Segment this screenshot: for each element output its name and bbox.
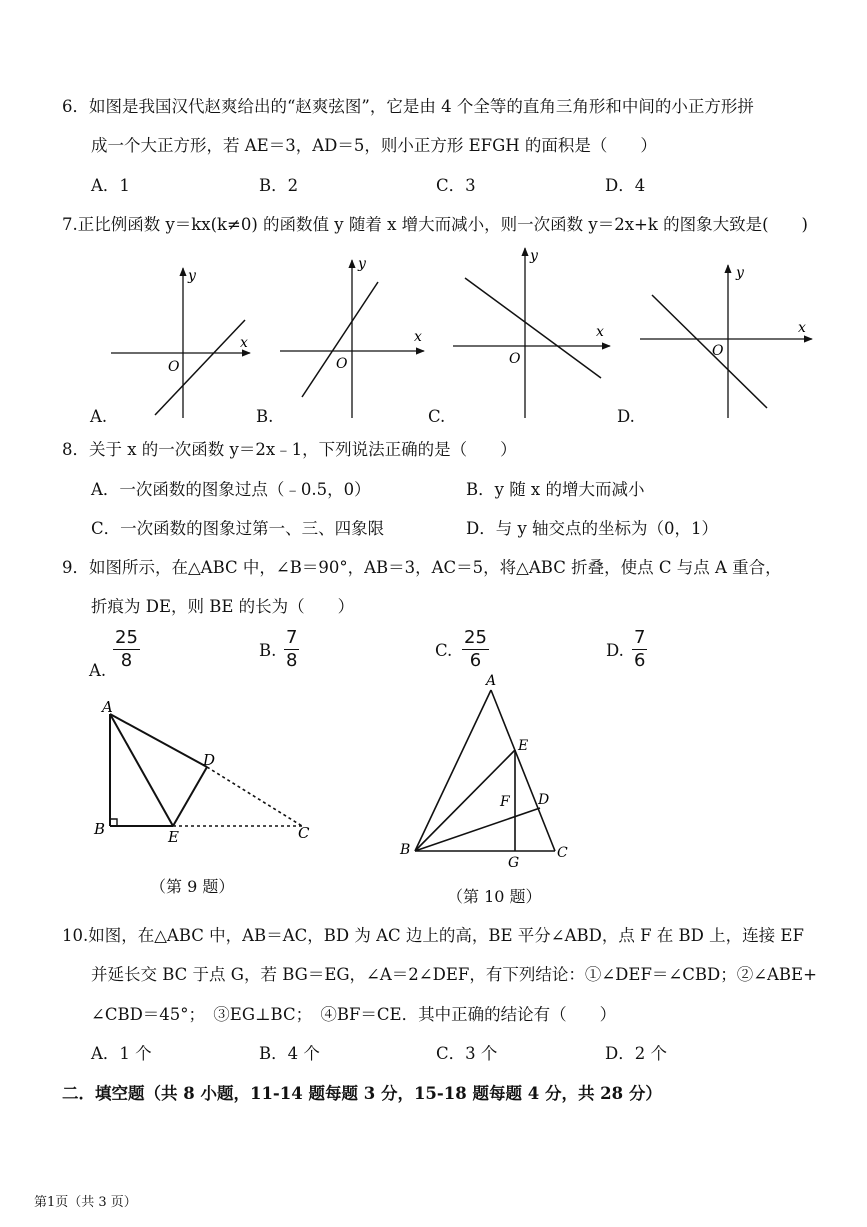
q9-option-b-numerator: 7 [286,627,298,648]
page-footer: 第1页（共 3 页） [34,1195,137,1210]
q9-label-c: C [298,824,310,842]
q10-label-g: G [508,855,520,868]
q9-option-a-label: A. [89,661,107,680]
q9-line1: 9．如图所示，在△ABC 中，∠B＝90°，AB＝3，AC＝5，将△ABC 折叠，使点 C 与点 A 重合， [62,558,782,577]
q9-option-d-numerator: 7 [634,627,646,648]
q10-label-e: E [518,738,529,754]
q9-label-a: A [102,698,113,716]
q7a-axis-y: y [188,268,196,284]
q9-option-a-denominator: 8 [120,650,133,671]
q9-option-c-numerator: 25 [464,627,487,648]
q10-option-d: D．2 个 [605,1044,667,1063]
q7-line1: 7.正比例函数 y＝kx(k≠0) 的函数值 y 随着 x 增大而减小，则一次函数 y＝2x+k 的图象大致是( ) [62,215,808,234]
q9-option-d-label: D. [606,641,624,660]
q6-option-c: C．3 [436,176,476,195]
q8-option-b: B．y 随 x 的增大而减小 [466,480,645,499]
q7c-origin: O [509,351,521,367]
q7d-axis-y: y [736,265,744,281]
q8-line1: 8．关于 x 的一次函数 y＝2x﹣1，下列说法正确的是（ ） [62,440,517,459]
q10-line2: 并延长交 BC 于点 G，若 BG＝EG，∠A＝2∠DEF，有下列结论：①∠DEF＝∠CBD；②∠ABE+ [91,965,817,984]
q7d-axis-x: x [798,320,806,336]
q7-graph-b [280,256,424,418]
q10-label-d: D [538,792,550,808]
q9-figure [90,692,330,852]
section2-heading: 二．填空题（共 8 小题，11-14 题每题 3 分，15-18 题每题 4 分，共 28 分） [62,1084,662,1103]
q7-option-b-label: B. [256,407,274,426]
q7-graphs [0,240,867,430]
q9-option-b-denominator: 8 [286,650,298,671]
q6-line2: 成一个大正方形，若 AE＝3，AD＝5，则小正方形 EFGH 的面积是（ ） [91,136,657,155]
q9-caption: （第 9 题） [150,877,235,896]
q10-caption: （第 10 题） [447,887,542,906]
q10-label-c: C [557,845,568,861]
q6-option-a: A．1 [91,176,130,195]
q7c-axis-x: x [596,324,604,340]
q6-line1: 6．如图是我国汉代赵爽给出的“赵爽弦图”，它是由 4 个全等的直角三角形和中间的小正方形拼 [62,97,754,116]
q10-figure [395,668,595,868]
q9-option-a-numerator: 25 [115,627,138,648]
q9-label-b: B [94,820,106,838]
q10-option-a: A．1 个 [91,1044,152,1063]
q10-line1: 10.如图，在△ABC 中，AB＝AC，BD 为 AC 边上的高，BE 平分∠ABD，点 F 在 BD 上，连接 EF [62,926,804,945]
q7d-origin: O [712,343,724,359]
q7-graph-d [640,265,812,418]
q6-option-b: B．2 [259,176,299,195]
q9-option-c-label: C. [435,641,453,660]
q9-option-c-fraction [462,628,489,671]
q7-option-c-label: C. [428,407,446,426]
q7-graph-a [111,268,250,418]
q9-label-e: E [168,828,179,846]
q7-option-d-label: D. [617,407,635,426]
q7a-axis-x: x [240,335,248,351]
q6-option-d: D．4 [605,176,646,195]
q8-option-c: C．一次函数的图象过第一、三、四象限 [91,519,385,538]
q10-option-c: C．3 个 [436,1044,498,1063]
q9-option-b-label: B. [259,641,277,660]
q7b-axis-y: y [358,256,366,272]
q7b-origin: O [336,356,348,372]
q10-label-f: F [500,794,510,810]
q9-line2: 折痕为 DE，则 BE 的长为（ ） [91,597,355,616]
q10-label-b: B [400,842,411,858]
q10-line3: ∠CBD＝45°； ③EG⊥BC； ④BF＝CE．其中正确的结论有（ ） [91,1005,617,1024]
q9-option-b-fraction [284,628,299,671]
q10-label-a: A [486,673,497,689]
q9-label-d: D [203,751,216,769]
q9-option-a-fraction [113,628,140,671]
q7a-origin: O [168,359,180,375]
q7-graph-c [453,248,610,418]
q9-option-d-denominator: 6 [634,650,646,671]
q7-option-a-label: A. [90,407,108,426]
q9-option-c-denominator: 6 [469,650,482,671]
q10-option-b: B．4 个 [259,1044,320,1063]
q8-option-a: A．一次函数的图象过点（﹣0.5，0） [91,480,371,499]
q7c-axis-y: y [530,248,538,264]
q7b-axis-x: x [414,329,422,345]
q8-option-d: D．与 y 轴交点的坐标为（0，1） [466,519,719,538]
q9-option-d-fraction [632,628,647,671]
